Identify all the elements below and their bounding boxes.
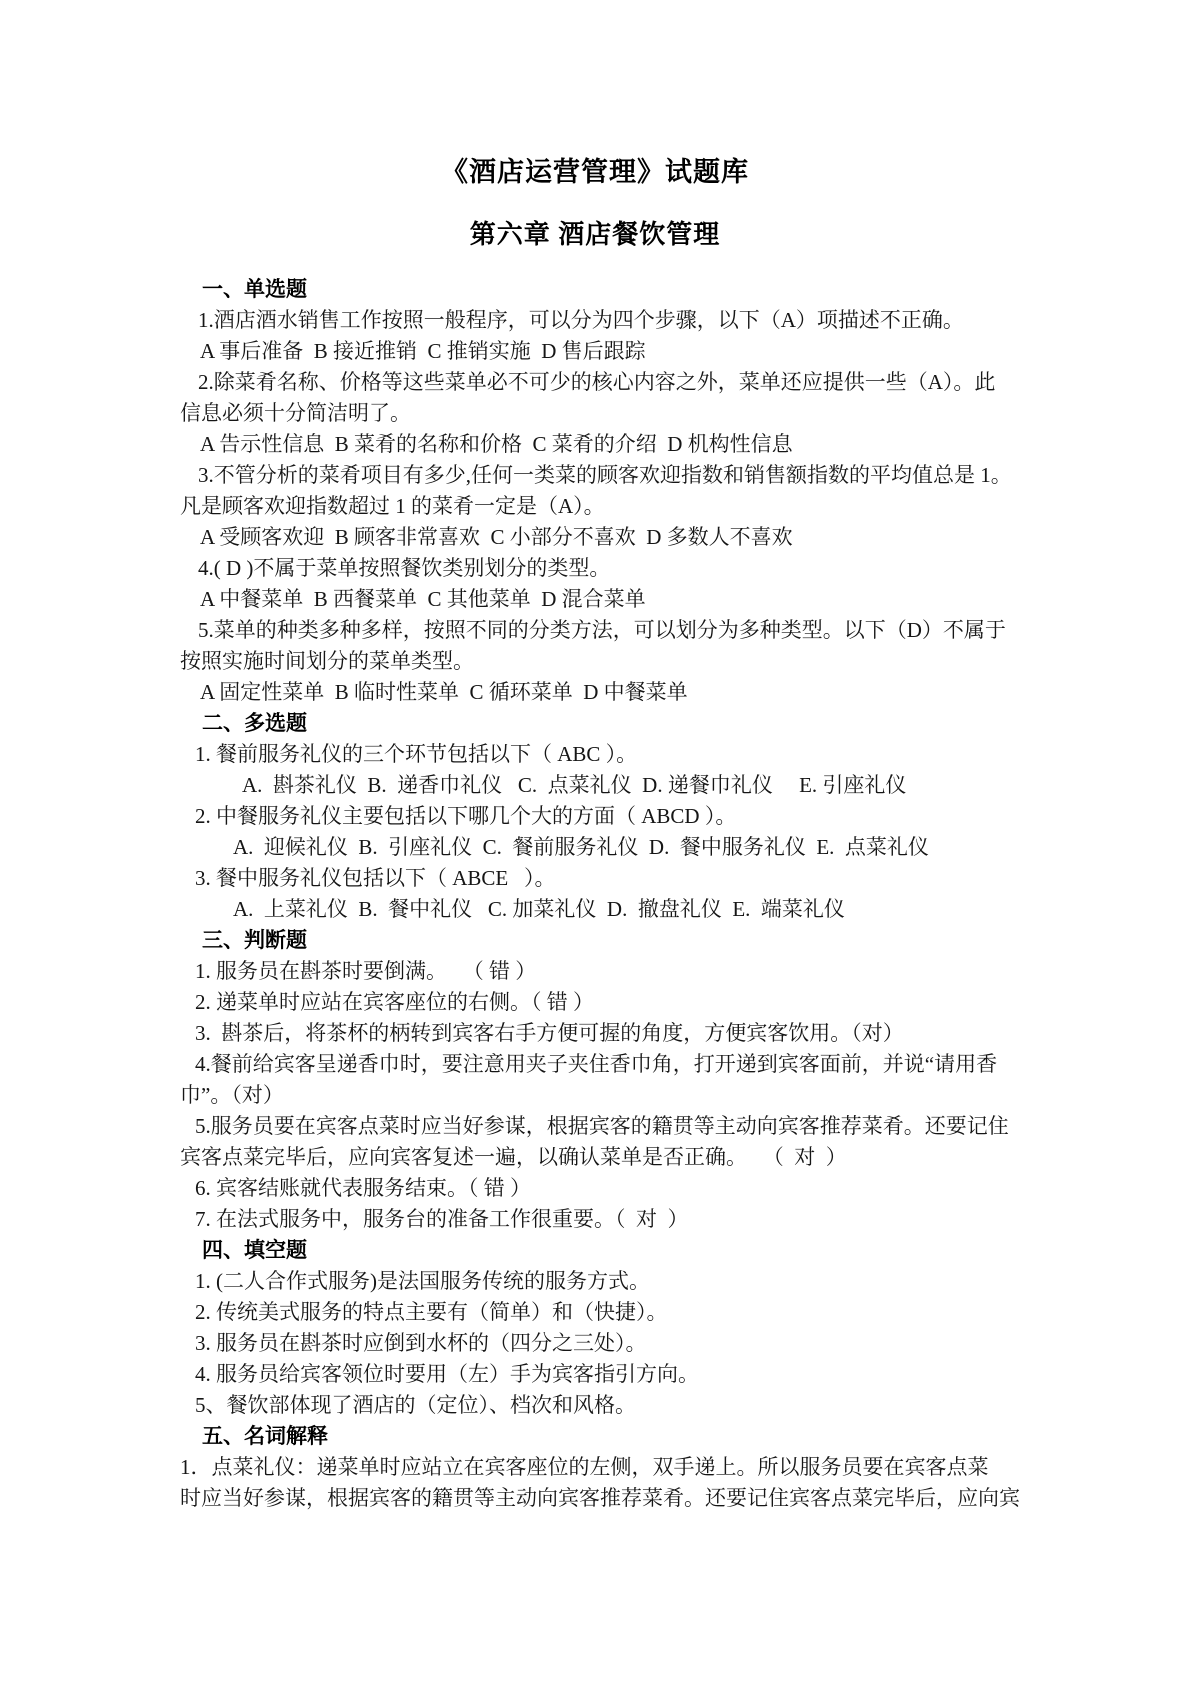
item: 2. 传统美式服务的特点主要有（简单）和（快捷）。 [195, 1300, 668, 1324]
document-title: 《酒店运营管理》试题库 [441, 157, 749, 187]
options: A 事后准备 B 接近推销 C 推销实施 D 售后跟踪 [200, 339, 646, 363]
sub-options-2: A. 迎候礼仪 B. 引座礼仪 C. 餐前服务礼仪 D. 餐中服务礼仪 E. 点菜礼仪 [233, 835, 929, 859]
sub-options-2: A. 上菜礼仪 B. 餐中礼仪 C. 加菜礼仪 D. 撤盘礼仪 E. 端菜礼仪 [233, 897, 845, 921]
continuation: 按照实施时间划分的菜单类型。 [180, 649, 474, 673]
section-heading: 一、单选题 [202, 277, 307, 301]
term: 时应当好参谋，根据宾客的籍贯等主动向宾客推荐菜肴。还要记住宾客点菜完毕后，应向宾 [180, 1486, 1020, 1510]
options: A 告示性信息 B 菜肴的名称和价格 C 菜肴的介绍 D 机构性信息 [200, 432, 793, 456]
item: 3. 餐中服务礼仪包括以下（ ABCE ）。 [195, 866, 556, 890]
item: 6. 宾客结账就代表服务结束。（ 错 ） [195, 1176, 531, 1200]
continuation: 宾客点菜完毕后，应向宾客复述一遍，以确认菜单是否正确。 （ 对 ） [180, 1145, 847, 1169]
section-heading: 四、填空题 [202, 1238, 307, 1262]
item: 4.餐前给宾客呈递香巾时，要注意用夹子夹住香巾角，打开递到宾客面前，并说“请用香 [195, 1052, 998, 1076]
continuation: 巾”。（对） [180, 1083, 284, 1107]
item: 2. 中餐服务礼仪主要包括以下哪几个大的方面（ ABCD ）。 [195, 804, 737, 828]
item: 1. (二人合作式服务)是法国服务传统的服务方式。 [195, 1269, 650, 1293]
chapter-title: 第六章 酒店餐饮管理 [469, 220, 721, 249]
item: 5.服务员要在宾客点菜时应当好参谋，根据宾客的籍贯等主动向宾客推荐菜肴。还要记住 [195, 1114, 1009, 1138]
question: 3.不管分析的菜肴项目有多少,任何一类菜的顾客欢迎指数和销售额指数的平均值总是 1。 [198, 463, 1012, 487]
sub-options: A. 斟茶礼仪 B. 递香巾礼仪 C. 点菜礼仪 D. 递餐巾礼仪 E. 引座礼仪 [242, 773, 907, 797]
question: 5.菜单的种类多种多样，按照不同的分类方法，可以划分为多种类型。以下（D）不属于 [198, 618, 1006, 642]
section-heading: 三、判断题 [202, 928, 307, 952]
item: 3. 斟茶后，将茶杯的柄转到宾客右手方便可握的角度，方便宾客饮用。（对） [195, 1021, 904, 1045]
item: 4. 服务员给宾客领位时要用（左）手为宾客指引方向。 [195, 1362, 699, 1386]
item: 1. 餐前服务礼仪的三个环节包括以下（ ABC ）。 [195, 742, 638, 766]
item: 5、餐饮部体现了酒店的（定位）、档次和风格。 [195, 1393, 636, 1417]
options: A 固定性菜单 B 临时性菜单 C 循环菜单 D 中餐菜单 [200, 680, 688, 704]
item: 3. 服务员在斟茶时应倒到水杯的（四分之三处）。 [195, 1331, 647, 1355]
term: 1．点菜礼仪：递菜单时应站立在宾客座位的左侧，双手递上。所以服务员要在宾客点菜 [180, 1455, 989, 1479]
question: 1.酒店酒水销售工作按照一般程序，可以分为四个步骤，以下（A）项描述不正确。 [198, 308, 964, 332]
document-body [180, 274, 1140, 1514]
question: 2.除菜肴名称、价格等这些菜单必不可少的核心内容之外，菜单还应提供一些（A）。此 [198, 370, 996, 394]
section-heading: 二、多选题 [202, 711, 307, 735]
continuation: 信息必须十分简洁明了。 [180, 401, 411, 425]
question: 4.( D )不属于菜单按照餐饮类别划分的类型。 [198, 556, 611, 580]
item: 7. 在法式服务中，服务台的准备工作很重要。（ 对 ） [195, 1207, 689, 1231]
item: 2. 递菜单时应站在宾客座位的右侧。（ 错 ） [195, 990, 594, 1014]
options: A 受顾客欢迎 B 顾客非常喜欢 C 小部分不喜欢 D 多数人不喜欢 [200, 525, 793, 549]
section-heading: 五、名词解释 [202, 1424, 328, 1448]
continuation: 凡是顾客欢迎指数超过 1 的菜肴一定是（A）。 [180, 494, 605, 518]
options: A 中餐菜单 B 西餐菜单 C 其他菜单 D 混合菜单 [200, 587, 646, 611]
item: 1. 服务员在斟茶时要倒满。 （ 错 ） [195, 959, 537, 983]
